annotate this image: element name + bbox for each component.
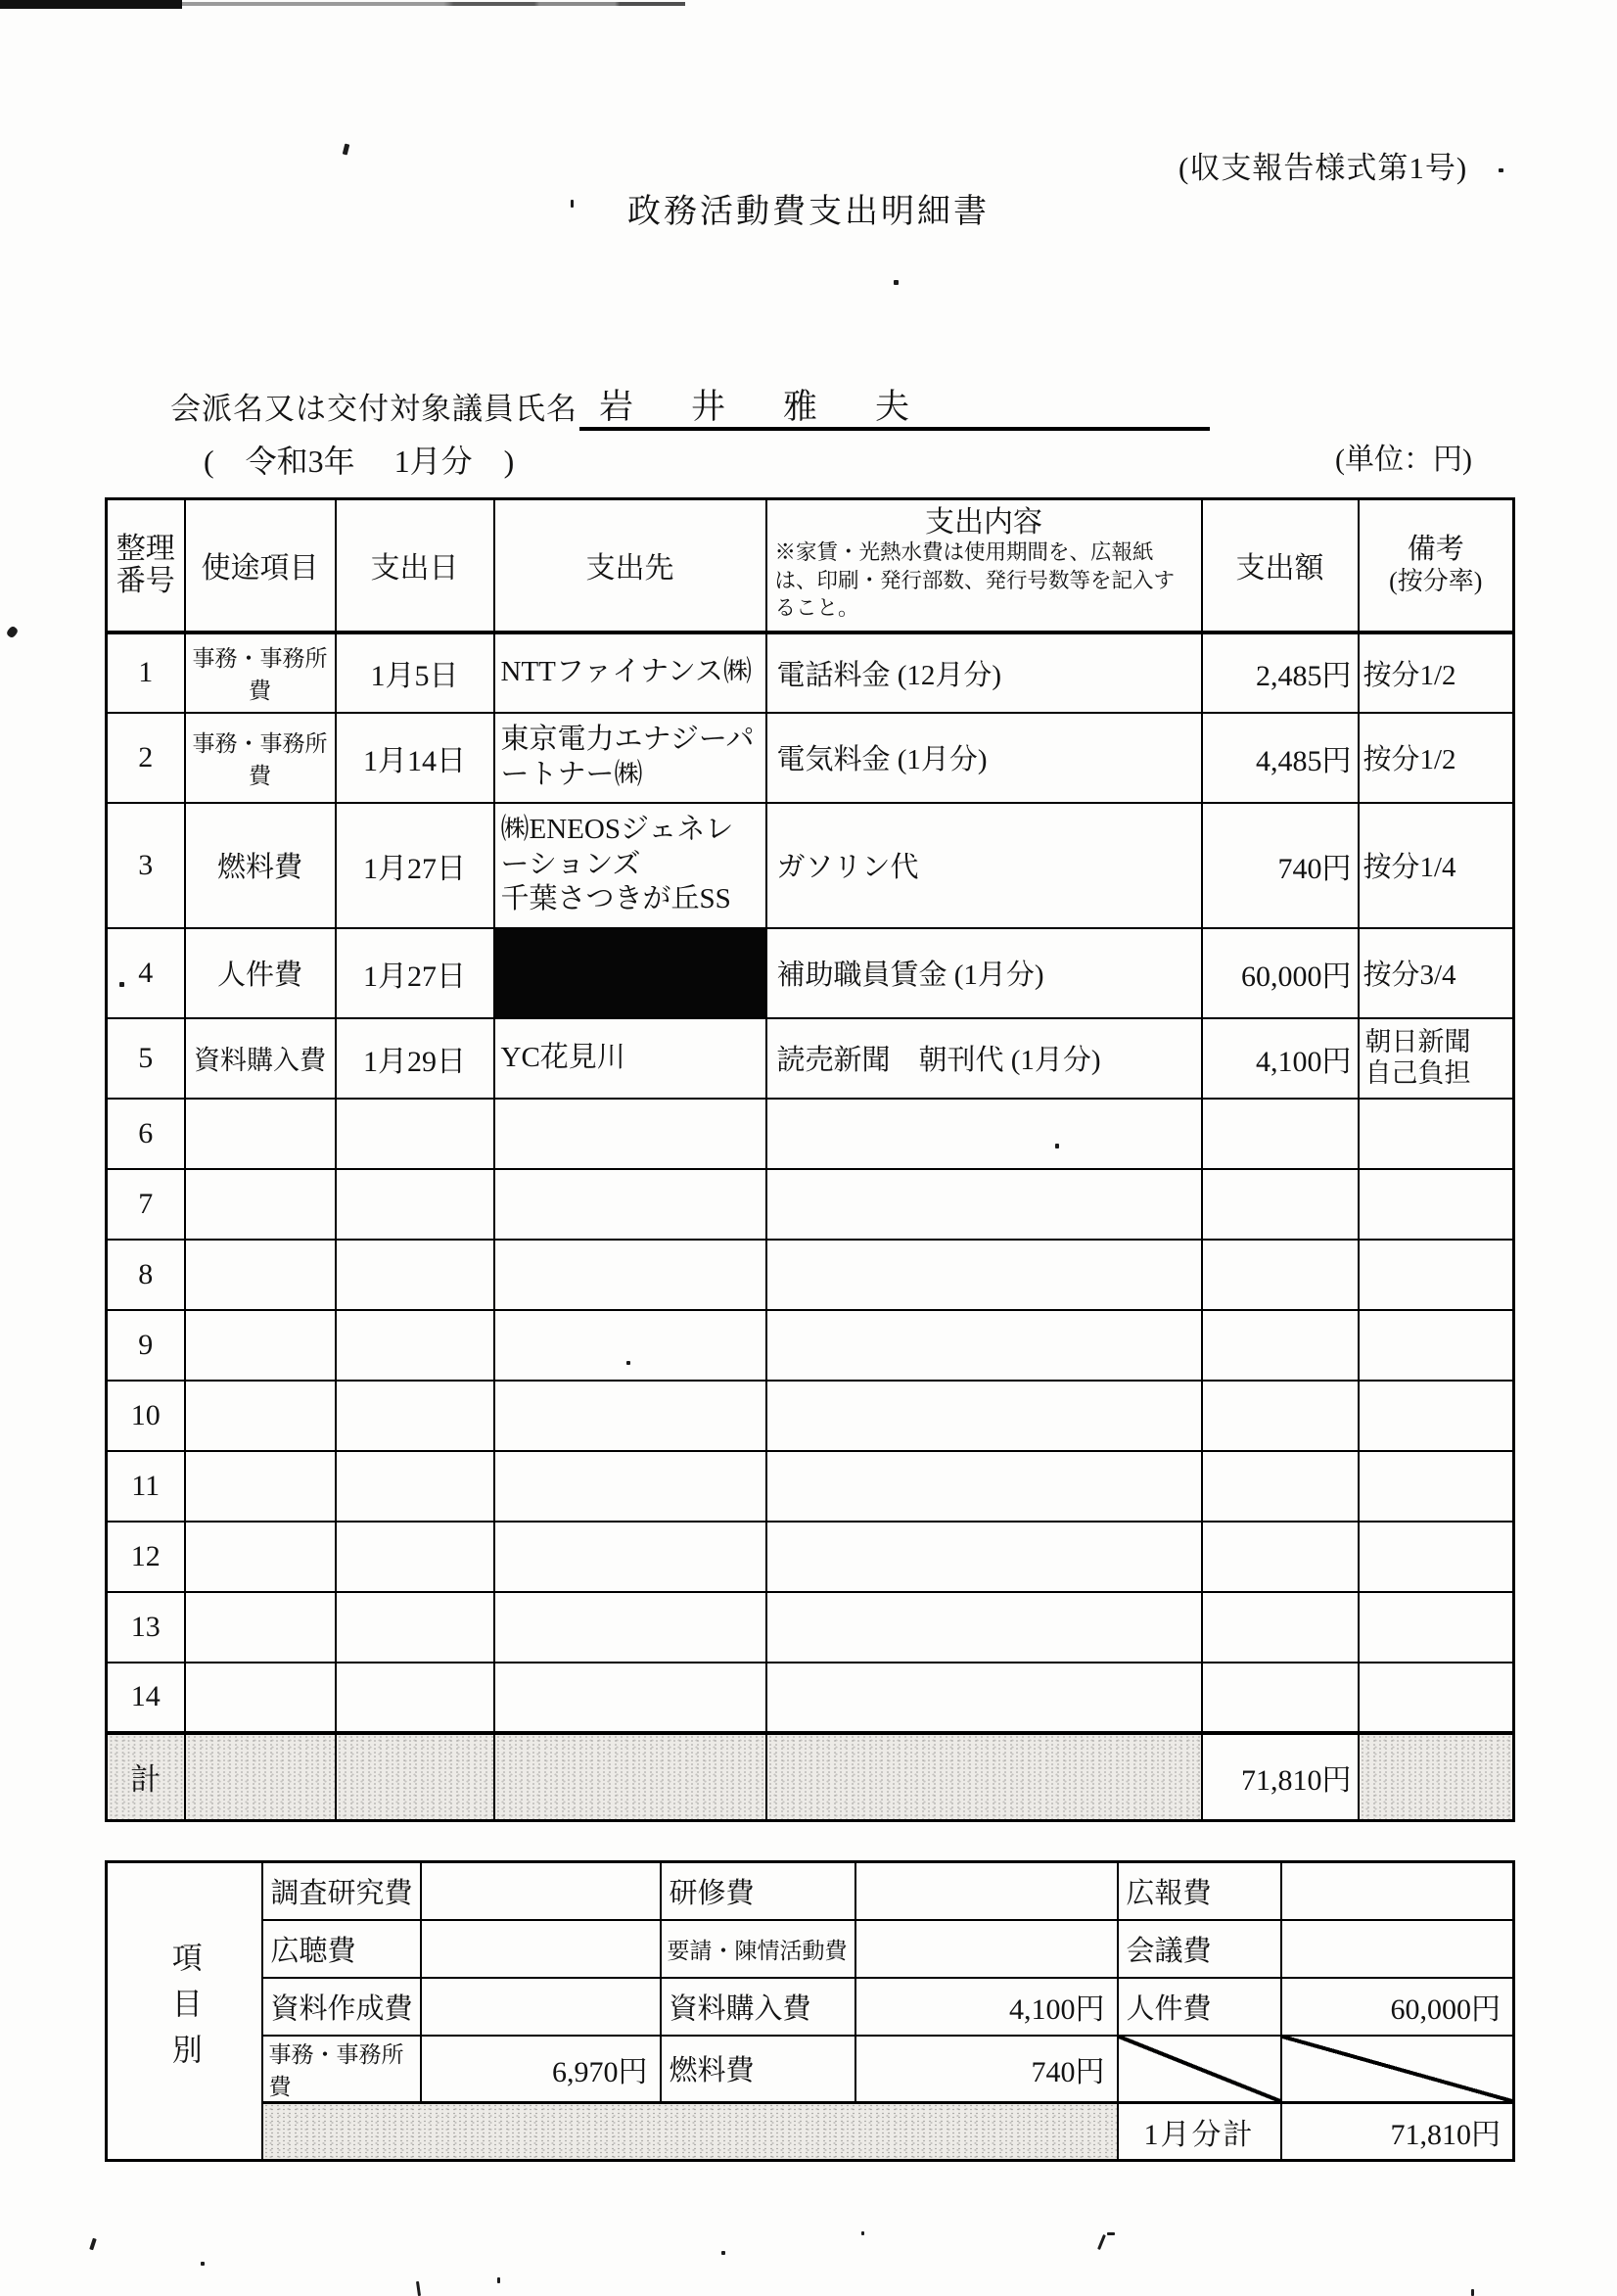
header-payee: 支出先	[494, 499, 766, 633]
scan-speck	[6, 625, 20, 638]
summary-row-3: 資料作成費 資料購入費 4,100円 人件費 60,000円	[107, 1978, 1514, 2036]
scan-speck	[1499, 168, 1503, 172]
scan-speck	[721, 2251, 725, 2255]
total-amount-cell: 71,810円	[1202, 1733, 1359, 1821]
total-label-cell: 計	[107, 1733, 185, 1821]
scan-speck	[119, 982, 124, 987]
expense-row-11: 11	[107, 1451, 1514, 1522]
scan-artifact-bar	[0, 0, 182, 9]
scan-speck	[626, 1361, 630, 1365]
scan-speck	[1097, 2234, 1106, 2250]
scan-artifact-line	[182, 2, 685, 6]
expense-row-13: 13	[107, 1592, 1514, 1663]
summary-shaded-cell	[262, 2102, 1118, 2160]
redacted-payee-box	[494, 928, 766, 1018]
expense-row-10: 10	[107, 1381, 1514, 1451]
member-name-value: 岩 井 雅 夫	[599, 388, 922, 426]
expense-row-5: 5 資料購入費 1月29日 YC花見川 読売新聞 朝刊代 (1月分) 4,100円 朝日新聞 自己負担	[107, 1018, 1514, 1099]
expense-row-8: 8	[107, 1240, 1514, 1310]
diagonal-strikethrough-cell	[1281, 2036, 1514, 2103]
summary-row-1: 項目別 調査研究費 研修費 広報費	[107, 1862, 1514, 1920]
total-shaded-cell	[185, 1733, 336, 1821]
header-category: 使途項目	[185, 499, 336, 633]
header-content-title: 支出内容	[925, 506, 1042, 539]
summary-side-header: 項目別	[107, 1862, 262, 2161]
total-shaded-cell	[766, 1733, 1202, 1821]
member-name-underline	[579, 427, 1210, 431]
scan-speck	[416, 2281, 421, 2296]
payee-two-lines: ㈱ENEOSジェネレーションズ 千葉さつきが丘SS	[494, 803, 766, 928]
report-period: ( 令和3年 1月分 )	[204, 444, 515, 479]
scan-speck	[497, 2277, 500, 2283]
diagonal-strikethrough-cell	[1118, 2036, 1281, 2103]
remark-two-lines: 朝日新聞 自己負担	[1359, 1018, 1514, 1099]
page-title: 政務活動費支出明細書	[627, 194, 990, 230]
scan-speck	[201, 2262, 205, 2266]
header-amount: 支出額	[1202, 499, 1359, 633]
scan-speck	[343, 144, 350, 156]
form-code-note: (収支報告様式第1号)	[1178, 151, 1468, 185]
scan-speck	[89, 2238, 97, 2251]
expense-row-4: 4 人件費 1月27日 補助職員賃金 (1月分) 60,000円 按分3/4	[107, 928, 1514, 1018]
summary-footer-row	[107, 2102, 1514, 2160]
total-shaded-cell	[1359, 1733, 1514, 1821]
scan-speck	[1055, 1144, 1059, 1148]
scan-speck	[894, 280, 899, 285]
summary-row-2: 広聴費 要請・陳情活動費 会議費	[107, 1920, 1514, 1978]
unit-note: (単位：円)	[1335, 444, 1472, 476]
expense-row-7: 7	[107, 1169, 1514, 1240]
expense-table-header-row	[107, 499, 1514, 633]
expense-row-12: 12	[107, 1522, 1514, 1592]
scan-speck	[861, 2231, 864, 2235]
expense-table	[105, 497, 1515, 1822]
scan-speck	[1107, 2232, 1115, 2235]
expense-row-9: 9	[107, 1310, 1514, 1381]
expense-row-2: 2 事務・事務所費 1月14日 東京電力エナジーパートナー㈱ 電気料金 (1月分) 4,485円 按分1/2	[107, 713, 1514, 803]
monthly-total-value: 71,810円	[1281, 2102, 1514, 2160]
header-content	[766, 499, 1202, 633]
expense-row-1: 1 事務・事務所費 1月5日 NTTファイナンス㈱ 電話料金 (12月分) 2,485円 按分1/2	[107, 633, 1514, 713]
monthly-total-label: 1月分計	[1118, 2102, 1281, 2160]
header-content-note: ※家賃・光熱水費は使用期間を、広報紙は、印刷・発行部数、発行号数等を記入すること。	[774, 540, 1176, 620]
header-date: 支出日	[336, 499, 494, 633]
summary-row-4: 事務・事務所費 6,970円 燃料費 740円	[107, 2036, 1514, 2103]
category-summary-table	[105, 1860, 1515, 2162]
header-no: 整理 番号	[107, 499, 185, 633]
total-shaded-cell	[494, 1733, 766, 1821]
expense-row-3: 3 燃料費 1月27日 ㈱ENEOSジェネレーションズ 千葉さつきが丘SS ガソリン代 740円 按分1/4	[107, 803, 1514, 928]
member-name-label: 会派名又は交付対象議員氏名	[170, 392, 578, 426]
expense-row-6: 6	[107, 1099, 1514, 1169]
expense-total-row	[107, 1733, 1514, 1821]
scan-speck	[571, 200, 574, 208]
expense-row-14: 14	[107, 1663, 1514, 1733]
header-remark: 備考 (按分率)	[1359, 499, 1514, 633]
total-shaded-cell	[336, 1733, 494, 1821]
scan-speck	[1471, 2289, 1474, 2296]
